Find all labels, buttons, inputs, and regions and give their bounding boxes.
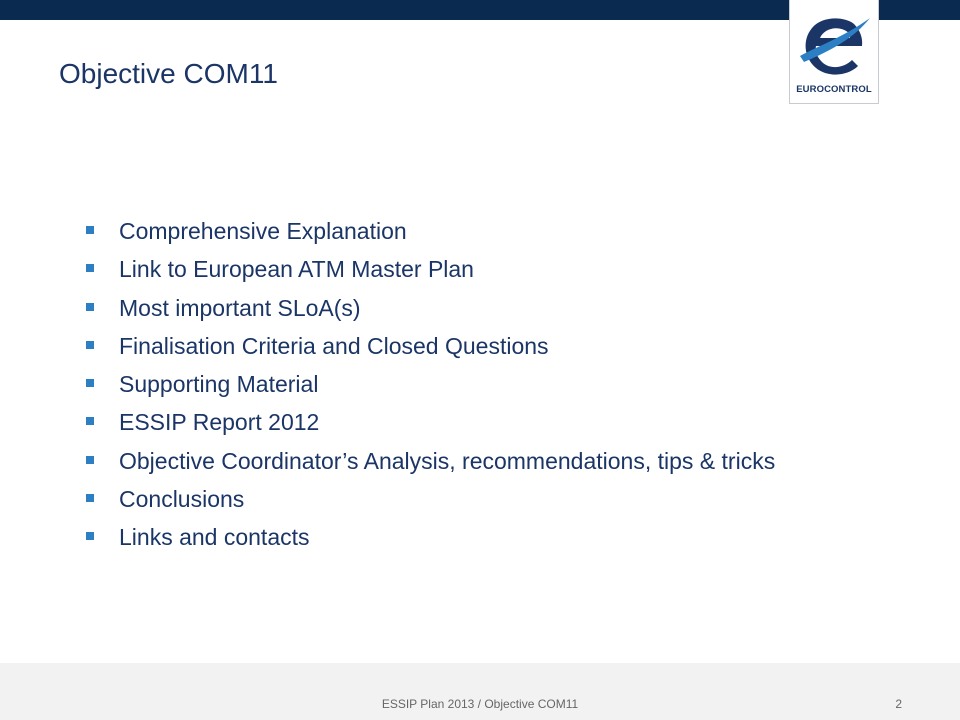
bullet-item	[84, 365, 775, 403]
bullet-text: Link to European ATM Master Plan	[119, 256, 474, 283]
square-bullet-icon	[86, 494, 94, 502]
bullet-text: Supporting Material	[119, 371, 319, 398]
page-number: 2	[895, 697, 902, 711]
bullet-item	[84, 442, 775, 480]
square-bullet-icon	[86, 532, 94, 540]
slide-title: Objective COM11	[59, 58, 278, 89]
logo	[789, 0, 879, 104]
bullet-item	[84, 289, 775, 327]
bullet-item	[84, 480, 775, 518]
square-bullet-icon	[86, 341, 94, 349]
eurocontrol-logo-icon	[796, 12, 872, 82]
bullet-text: Comprehensive Explanation	[119, 218, 407, 244]
bullet-text: Objective Coordinator’s Analysis, recommendations, tips & tricks	[119, 447, 776, 474]
square-bullet-icon	[86, 379, 94, 387]
bullet-text: Conclusions	[119, 486, 245, 513]
square-bullet-icon	[86, 303, 94, 311]
bullet-item	[84, 327, 775, 365]
bullet-item	[84, 518, 775, 556]
square-bullet-icon	[86, 226, 94, 234]
square-bullet-icon	[86, 417, 94, 425]
bullet-list	[84, 212, 775, 557]
bullet-item	[84, 250, 775, 288]
square-bullet-icon	[86, 264, 94, 272]
bullet-item	[84, 403, 775, 441]
square-bullet-icon	[86, 456, 94, 464]
logo-text: EUROCONTROL	[796, 84, 872, 95]
bullet-text: Links and contacts	[119, 524, 310, 551]
bullet-text: Most important SLoA(s)	[119, 294, 361, 321]
bullet-item	[84, 212, 775, 250]
bullet-text: Finalisation Criteria and Closed Questions	[119, 332, 549, 359]
footer-text: ESSIP Plan 2013 / Objective COM11	[381, 697, 579, 711]
bullet-text: ESSIP Report 2012	[119, 409, 320, 436]
footer	[0, 663, 960, 720]
